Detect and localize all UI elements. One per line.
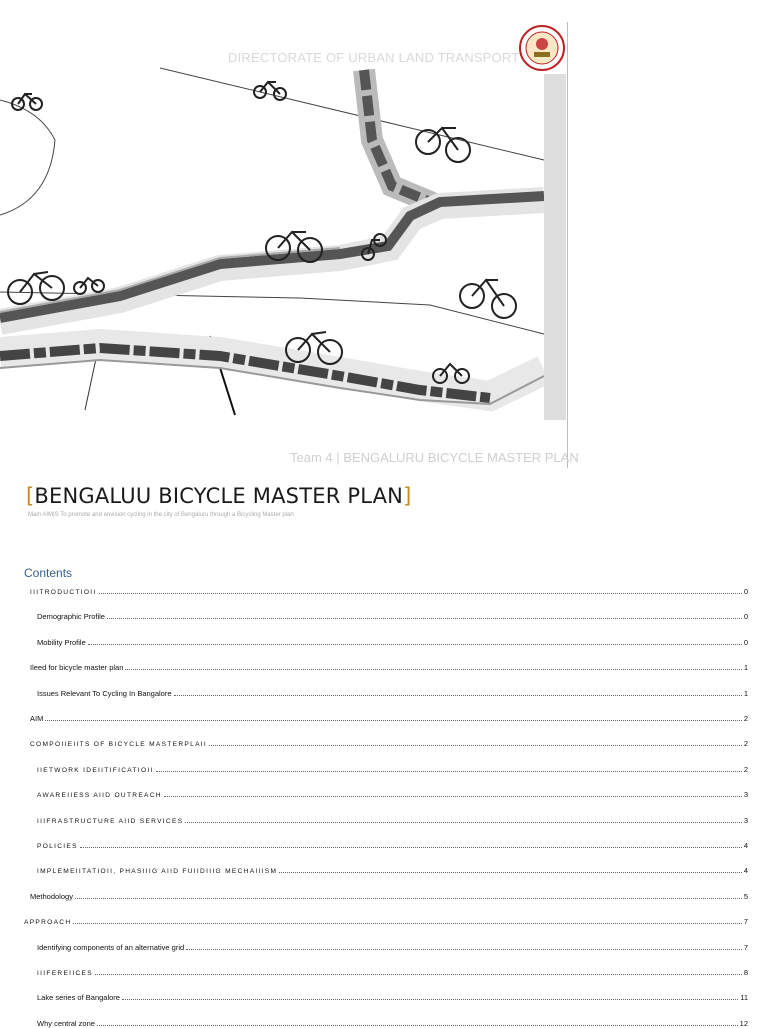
toc-entry[interactable] xyxy=(0,785,748,799)
toc-entry-label: IIIFEREIICES xyxy=(37,970,93,977)
toc-entry-page: 1 xyxy=(743,663,748,673)
toc-entry-label: IIITRODUCTIOII xyxy=(30,589,97,596)
cover-side-strip xyxy=(544,74,566,420)
toc-entry[interactable] xyxy=(0,760,748,774)
bicycle-icon xyxy=(416,128,470,162)
toc-entry[interactable] xyxy=(0,811,748,825)
toc-leader-dots xyxy=(95,974,742,975)
toc-entry-label: Why central zone xyxy=(37,1018,95,1028)
toc-leader-dots xyxy=(122,999,738,1000)
toc-leader-dots xyxy=(73,923,741,924)
toc-entry[interactable] xyxy=(0,836,748,850)
toc-entry[interactable] xyxy=(0,582,748,596)
toc-leader-dots xyxy=(88,644,742,645)
toc-entry-label: Lake series of Bangalore xyxy=(37,993,120,1003)
toc-entry-label: AWAREIIESS AIID OUTREACH xyxy=(37,792,162,800)
toc-leader-dots xyxy=(279,872,742,873)
toc-entry[interactable] xyxy=(0,912,748,926)
toc-entry[interactable] xyxy=(0,1014,748,1028)
toc-leader-dots xyxy=(107,618,742,619)
bicycle-icon xyxy=(8,272,64,304)
toc-entry-label: Methodology xyxy=(30,891,73,901)
toc-entry-label: Demographic Profile xyxy=(37,612,105,622)
toc-entry[interactable] xyxy=(0,861,748,875)
government-seal-icon xyxy=(518,24,566,72)
toc-entry-page: 11 xyxy=(740,993,748,1003)
toc-leader-dots xyxy=(156,771,742,772)
toc-leader-dots xyxy=(80,847,742,848)
toc-entry[interactable] xyxy=(0,963,748,977)
toc-entry[interactable] xyxy=(0,633,748,647)
toc-entry[interactable] xyxy=(0,734,748,748)
title-bracket-close: ] xyxy=(403,484,412,508)
toc-entry-label: POLICIES xyxy=(37,843,78,850)
cover-illustration xyxy=(0,0,768,470)
toc-entry-label: IIIFRASTRUCTURE AIID SERVICES xyxy=(37,817,184,825)
toc-entry-page: 1 xyxy=(743,688,748,698)
toc-entry-page: 5 xyxy=(743,891,748,901)
bicycle-icon xyxy=(74,278,104,294)
toc-leader-dots xyxy=(174,695,742,696)
toc-leader-dots xyxy=(186,949,742,950)
toc-entry-page: 7 xyxy=(743,942,748,952)
cover-divider xyxy=(567,22,568,468)
toc-entry-label: APPROACH xyxy=(24,919,72,927)
toc-leader-dots xyxy=(125,669,741,670)
map-sketch xyxy=(0,0,768,470)
toc-entry[interactable] xyxy=(0,709,748,723)
toc-entry-label: COMPOIIEIITS OF BICYCLE MASTERPLAII xyxy=(30,741,208,749)
toc-entry[interactable] xyxy=(0,658,748,672)
toc-entry-page: 2 xyxy=(743,764,748,774)
title-bracket-open: [ xyxy=(26,484,35,508)
toc-entry-page: 2 xyxy=(743,714,748,723)
toc-leader-dots xyxy=(209,745,742,746)
toc-entry-page: 4 xyxy=(743,841,748,850)
toc-entry-page: 7 xyxy=(743,917,748,927)
toc-entry-page: 3 xyxy=(743,790,748,800)
organization-name: DIRECTORATE OF URBAN LAND TRANSPORT xyxy=(228,50,520,65)
toc-entry-page: 4 xyxy=(743,866,748,876)
toc-leader-dots xyxy=(45,720,741,721)
toc-entry[interactable] xyxy=(0,887,748,901)
toc-leader-dots xyxy=(185,822,741,823)
toc-entry-label: Ileed for bicycle master plan xyxy=(30,663,124,673)
toc-leader-dots xyxy=(97,1025,738,1026)
toc-entry-label: IIETWORK IDEIITIFICATIOII xyxy=(37,766,154,774)
toc-leader-dots xyxy=(99,593,742,594)
toc-entry-label: AIM xyxy=(30,714,44,723)
team-project-line: Team 4 | BENGALURU BICYCLE MASTER PLAN xyxy=(290,450,579,465)
toc-entry[interactable] xyxy=(0,607,748,621)
toc-entry-label: Issues Relevant To Cycling In Bangalore xyxy=(37,688,172,698)
title-text: BENGALUU BICYCLE MASTER PLAN xyxy=(34,484,404,508)
toc-entry-page: 8 xyxy=(743,968,748,977)
toc-leader-dots xyxy=(75,898,742,899)
toc-entry-page: 3 xyxy=(743,815,748,825)
toc-entry-page: 12 xyxy=(739,1018,748,1028)
toc-entry[interactable] xyxy=(0,684,748,698)
toc-entry-page: 0 xyxy=(743,587,748,596)
toc-entry-label: Identifying components of an alternative grid xyxy=(37,942,185,952)
document-title xyxy=(26,484,411,508)
bicycle-icon xyxy=(460,280,516,318)
toc-entry-page: 2 xyxy=(743,739,748,749)
toc-entry[interactable] xyxy=(0,938,748,952)
bicycle-icon xyxy=(12,94,42,110)
toc-entry-label: Mobility Profile xyxy=(37,637,86,647)
contents-heading: Contents xyxy=(24,566,73,580)
document-subtitle: Main AIMIS To promote and envision cycling in the city of Bengaluru through a Bicycling Master plan xyxy=(28,512,294,518)
toc-entry-page: 0 xyxy=(743,637,748,647)
toc-entry[interactable] xyxy=(0,988,748,1002)
toc-entry-label: IMPLEMEIITATIOII, PHASIIIG AIID FUIIDIIIG MECHAIIISM xyxy=(37,868,278,876)
toc-leader-dots xyxy=(164,796,742,797)
toc-entry-page: 0 xyxy=(743,612,748,622)
